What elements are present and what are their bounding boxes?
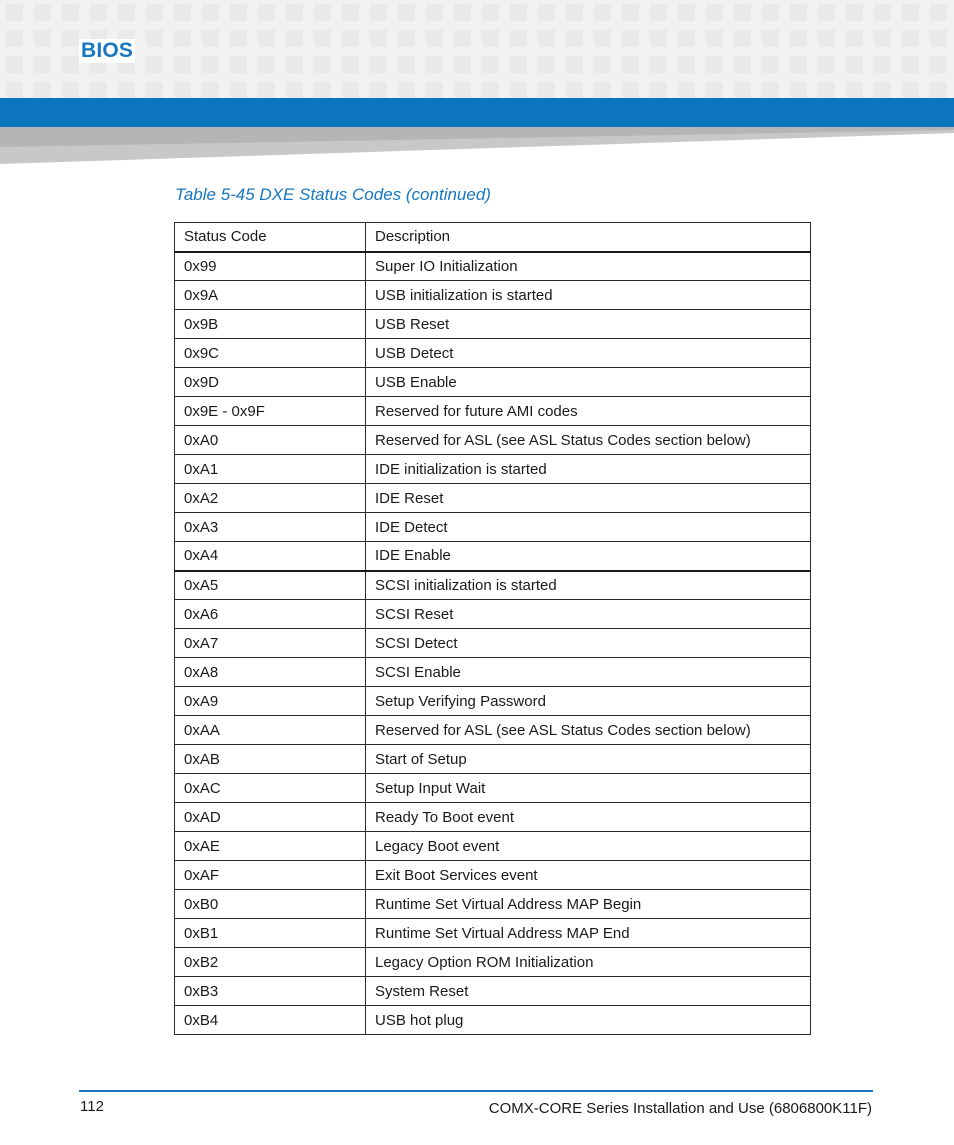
header-tile (622, 56, 639, 73)
header-tile (342, 82, 359, 98)
header-tile (538, 4, 555, 21)
header-tile (790, 82, 807, 98)
status-code-cell: 0xAF (175, 861, 366, 890)
status-code-cell: 0x99 (175, 252, 366, 281)
description-cell: IDE initialization is started (366, 455, 811, 484)
header-tile (454, 30, 471, 47)
header-tile (174, 4, 191, 21)
header-tile (342, 30, 359, 47)
header-blue-bar (0, 98, 954, 127)
header-tile (118, 82, 135, 98)
header-tile (818, 82, 835, 98)
header-tile (846, 82, 863, 98)
header-tile (342, 56, 359, 73)
header-tile (734, 4, 751, 21)
column-header-description: Description (366, 223, 811, 252)
header-tile (34, 82, 51, 98)
header-tile (874, 82, 891, 98)
description-cell: Reserved for ASL (see ASL Status Codes section below) (366, 716, 811, 745)
header-tile (874, 56, 891, 73)
status-code-cell: 0xA9 (175, 687, 366, 716)
description-cell: Setup Verifying Password (366, 687, 811, 716)
header-tile (62, 56, 79, 73)
header-tile (538, 82, 555, 98)
description-cell: SCSI Reset (366, 600, 811, 629)
status-code-cell: 0xB1 (175, 919, 366, 948)
column-header-status-code: Status Code (175, 223, 366, 252)
header-tile (146, 82, 163, 98)
status-code-cell: 0x9A (175, 281, 366, 310)
description-cell: IDE Enable (366, 542, 811, 571)
table-row (175, 977, 811, 1006)
header-tile (762, 82, 779, 98)
header-tile (594, 56, 611, 73)
header-tile (510, 30, 527, 47)
header-tile (454, 4, 471, 21)
header-tile (398, 56, 415, 73)
header-tile (678, 56, 695, 73)
header-tile (426, 56, 443, 73)
description-cell: Super IO Initialization (366, 252, 811, 281)
header-tile (398, 82, 415, 98)
header-tile (790, 4, 807, 21)
status-codes-table (174, 222, 811, 1035)
status-code-cell: 0xA7 (175, 629, 366, 658)
header-tile (342, 4, 359, 21)
table-row (175, 803, 811, 832)
status-code-cell: 0xA6 (175, 600, 366, 629)
header-tile (650, 56, 667, 73)
header-tile (930, 4, 947, 21)
table-row (175, 542, 811, 571)
header-gray-swoosh (0, 127, 954, 164)
header-tile (426, 4, 443, 21)
header-tile (34, 30, 51, 47)
header-tile (874, 30, 891, 47)
status-code-cell: 0xAA (175, 716, 366, 745)
header-tile (902, 4, 919, 21)
header-tile (398, 4, 415, 21)
header-tile (258, 30, 275, 47)
header-tile (678, 82, 695, 98)
header-tile (90, 82, 107, 98)
table-row (175, 861, 811, 890)
header-tile (6, 30, 23, 47)
table-row (175, 310, 811, 339)
header-tile (286, 82, 303, 98)
header-tile (510, 56, 527, 73)
header-tile (650, 4, 667, 21)
header-tile (846, 4, 863, 21)
table-row (175, 745, 811, 774)
description-cell: SCSI Detect (366, 629, 811, 658)
header-tile (594, 82, 611, 98)
header-tile (202, 4, 219, 21)
header-tile (622, 82, 639, 98)
header-tile (706, 4, 723, 21)
header-tile (258, 4, 275, 21)
table-row (175, 687, 811, 716)
status-code-cell: 0xB3 (175, 977, 366, 1006)
header-tile (930, 56, 947, 73)
status-code-cell: 0xAD (175, 803, 366, 832)
description-cell: Runtime Set Virtual Address MAP End (366, 919, 811, 948)
header-tile (790, 56, 807, 73)
header-tile (902, 82, 919, 98)
table-row (175, 629, 811, 658)
header-tile (314, 82, 331, 98)
status-code-cell: 0xA4 (175, 542, 366, 571)
table-row (175, 890, 811, 919)
header-tile (846, 56, 863, 73)
description-cell: SCSI Enable (366, 658, 811, 687)
page-number: 112 (80, 1098, 104, 1115)
status-code-cell: 0xA5 (175, 571, 366, 600)
header-tile (34, 4, 51, 21)
header-tile (482, 30, 499, 47)
table-row (175, 571, 811, 600)
status-code-cell: 0xAE (175, 832, 366, 861)
header-tile (370, 30, 387, 47)
header-tile (566, 4, 583, 21)
header-tile (930, 82, 947, 98)
header-tile (846, 30, 863, 47)
table-row (175, 658, 811, 687)
header-tile (650, 30, 667, 47)
header-tile (202, 30, 219, 47)
description-cell: SCSI initialization is started (366, 571, 811, 600)
description-cell: IDE Reset (366, 484, 811, 513)
description-cell: Legacy Boot event (366, 832, 811, 861)
header-tile (538, 30, 555, 47)
status-code-cell: 0xA1 (175, 455, 366, 484)
header-tile (678, 30, 695, 47)
table-row (175, 716, 811, 745)
header-tile (62, 4, 79, 21)
header-tile (510, 82, 527, 98)
description-cell: Ready To Boot event (366, 803, 811, 832)
status-code-cell: 0x9D (175, 368, 366, 397)
table-body (175, 252, 811, 1035)
description-cell: System Reset (366, 977, 811, 1006)
header-tile (454, 82, 471, 98)
header-tile (426, 30, 443, 47)
table-row (175, 600, 811, 629)
footer-rule (79, 1090, 873, 1092)
header-tile (258, 56, 275, 73)
header-tile (314, 4, 331, 21)
header-tile (650, 82, 667, 98)
status-code-cell: 0xAB (175, 745, 366, 774)
status-code-cell: 0x9C (175, 339, 366, 368)
header-tile-grid (0, 0, 954, 98)
status-code-cell: 0xA2 (175, 484, 366, 513)
description-cell: USB initialization is started (366, 281, 811, 310)
header-tile (902, 30, 919, 47)
status-code-cell: 0xA3 (175, 513, 366, 542)
header-tile (734, 82, 751, 98)
table-row (175, 1006, 811, 1035)
header-tile (482, 56, 499, 73)
header-tile (230, 56, 247, 73)
header-tile (930, 30, 947, 47)
header-tile (902, 56, 919, 73)
table-row (175, 252, 811, 281)
description-cell: USB Detect (366, 339, 811, 368)
header-tile (566, 30, 583, 47)
table-row (175, 339, 811, 368)
header-tile (370, 56, 387, 73)
description-cell: Reserved for future AMI codes (366, 397, 811, 426)
status-code-cell: 0x9B (175, 310, 366, 339)
table-row (175, 919, 811, 948)
header-tile (146, 30, 163, 47)
header-tile (594, 4, 611, 21)
header-tile (734, 30, 751, 47)
header-tile (622, 4, 639, 21)
header-tile (426, 82, 443, 98)
document-title: COMX-CORE Series Installation and Use (6806800K11F) (488, 1100, 872, 1117)
header-tile (146, 56, 163, 73)
header-tile (146, 4, 163, 21)
header-tile (706, 30, 723, 47)
table-row (175, 426, 811, 455)
description-cell: IDE Detect (366, 513, 811, 542)
header-tile (174, 56, 191, 73)
header-tile (314, 30, 331, 47)
header-tile (398, 30, 415, 47)
description-cell: Runtime Set Virtual Address MAP Begin (366, 890, 811, 919)
header-tile (62, 30, 79, 47)
header-tile (62, 82, 79, 98)
table-row (175, 513, 811, 542)
description-cell: USB Reset (366, 310, 811, 339)
table-row (175, 774, 811, 803)
header-tile (818, 30, 835, 47)
status-code-cell: 0xB4 (175, 1006, 366, 1035)
description-cell: Start of Setup (366, 745, 811, 774)
table-row (175, 484, 811, 513)
header-tile (6, 4, 23, 21)
table-header-row (175, 223, 811, 252)
header-tile (34, 56, 51, 73)
header-tile (706, 56, 723, 73)
header-tile (482, 82, 499, 98)
header-tile (734, 56, 751, 73)
description-cell: Exit Boot Services event (366, 861, 811, 890)
header-tile (594, 30, 611, 47)
header-tile (90, 4, 107, 21)
header-tile (370, 82, 387, 98)
header-tile (566, 56, 583, 73)
header-tile (790, 30, 807, 47)
header-tile (454, 56, 471, 73)
header-tile (482, 4, 499, 21)
section-title: BIOS (81, 39, 134, 62)
status-code-cell: 0xB0 (175, 890, 366, 919)
header-tile (258, 82, 275, 98)
description-cell: Setup Input Wait (366, 774, 811, 803)
table-row (175, 281, 811, 310)
header-tile (118, 4, 135, 21)
header-tile (202, 82, 219, 98)
header-tile (286, 56, 303, 73)
header-tile (566, 82, 583, 98)
table-row (175, 832, 811, 861)
header-tile (510, 4, 527, 21)
status-code-cell: 0x9E - 0x9F (175, 397, 366, 426)
table-row (175, 397, 811, 426)
status-code-cell: 0xA0 (175, 426, 366, 455)
header-tile (818, 56, 835, 73)
header-tile (202, 56, 219, 73)
header-tile (762, 56, 779, 73)
header-tile (230, 4, 247, 21)
header-tile (6, 82, 23, 98)
header-tile (762, 4, 779, 21)
header-tile (230, 82, 247, 98)
table-caption: Table 5-45 DXE Status Codes (continued) (175, 185, 491, 204)
status-code-cell: 0xAC (175, 774, 366, 803)
header-tile (818, 4, 835, 21)
header-tile (286, 4, 303, 21)
header-tile (538, 56, 555, 73)
description-cell: Legacy Option ROM Initialization (366, 948, 811, 977)
header-tile (622, 30, 639, 47)
header-tile (174, 82, 191, 98)
header-tile (706, 82, 723, 98)
header-tile (6, 56, 23, 73)
header-tile (762, 30, 779, 47)
description-cell: USB hot plug (366, 1006, 811, 1035)
description-cell: Reserved for ASL (see ASL Status Codes section below) (366, 426, 811, 455)
table-row (175, 948, 811, 977)
table-row (175, 368, 811, 397)
header-tile (314, 56, 331, 73)
status-code-cell: 0xB2 (175, 948, 366, 977)
header-tile (678, 4, 695, 21)
header-tile (230, 30, 247, 47)
header-pattern (0, 0, 954, 98)
header-tile (370, 4, 387, 21)
table-row (175, 455, 811, 484)
status-code-cell: 0xA8 (175, 658, 366, 687)
header-tile (286, 30, 303, 47)
header-tile (874, 4, 891, 21)
description-cell: USB Enable (366, 368, 811, 397)
header-tile (174, 30, 191, 47)
